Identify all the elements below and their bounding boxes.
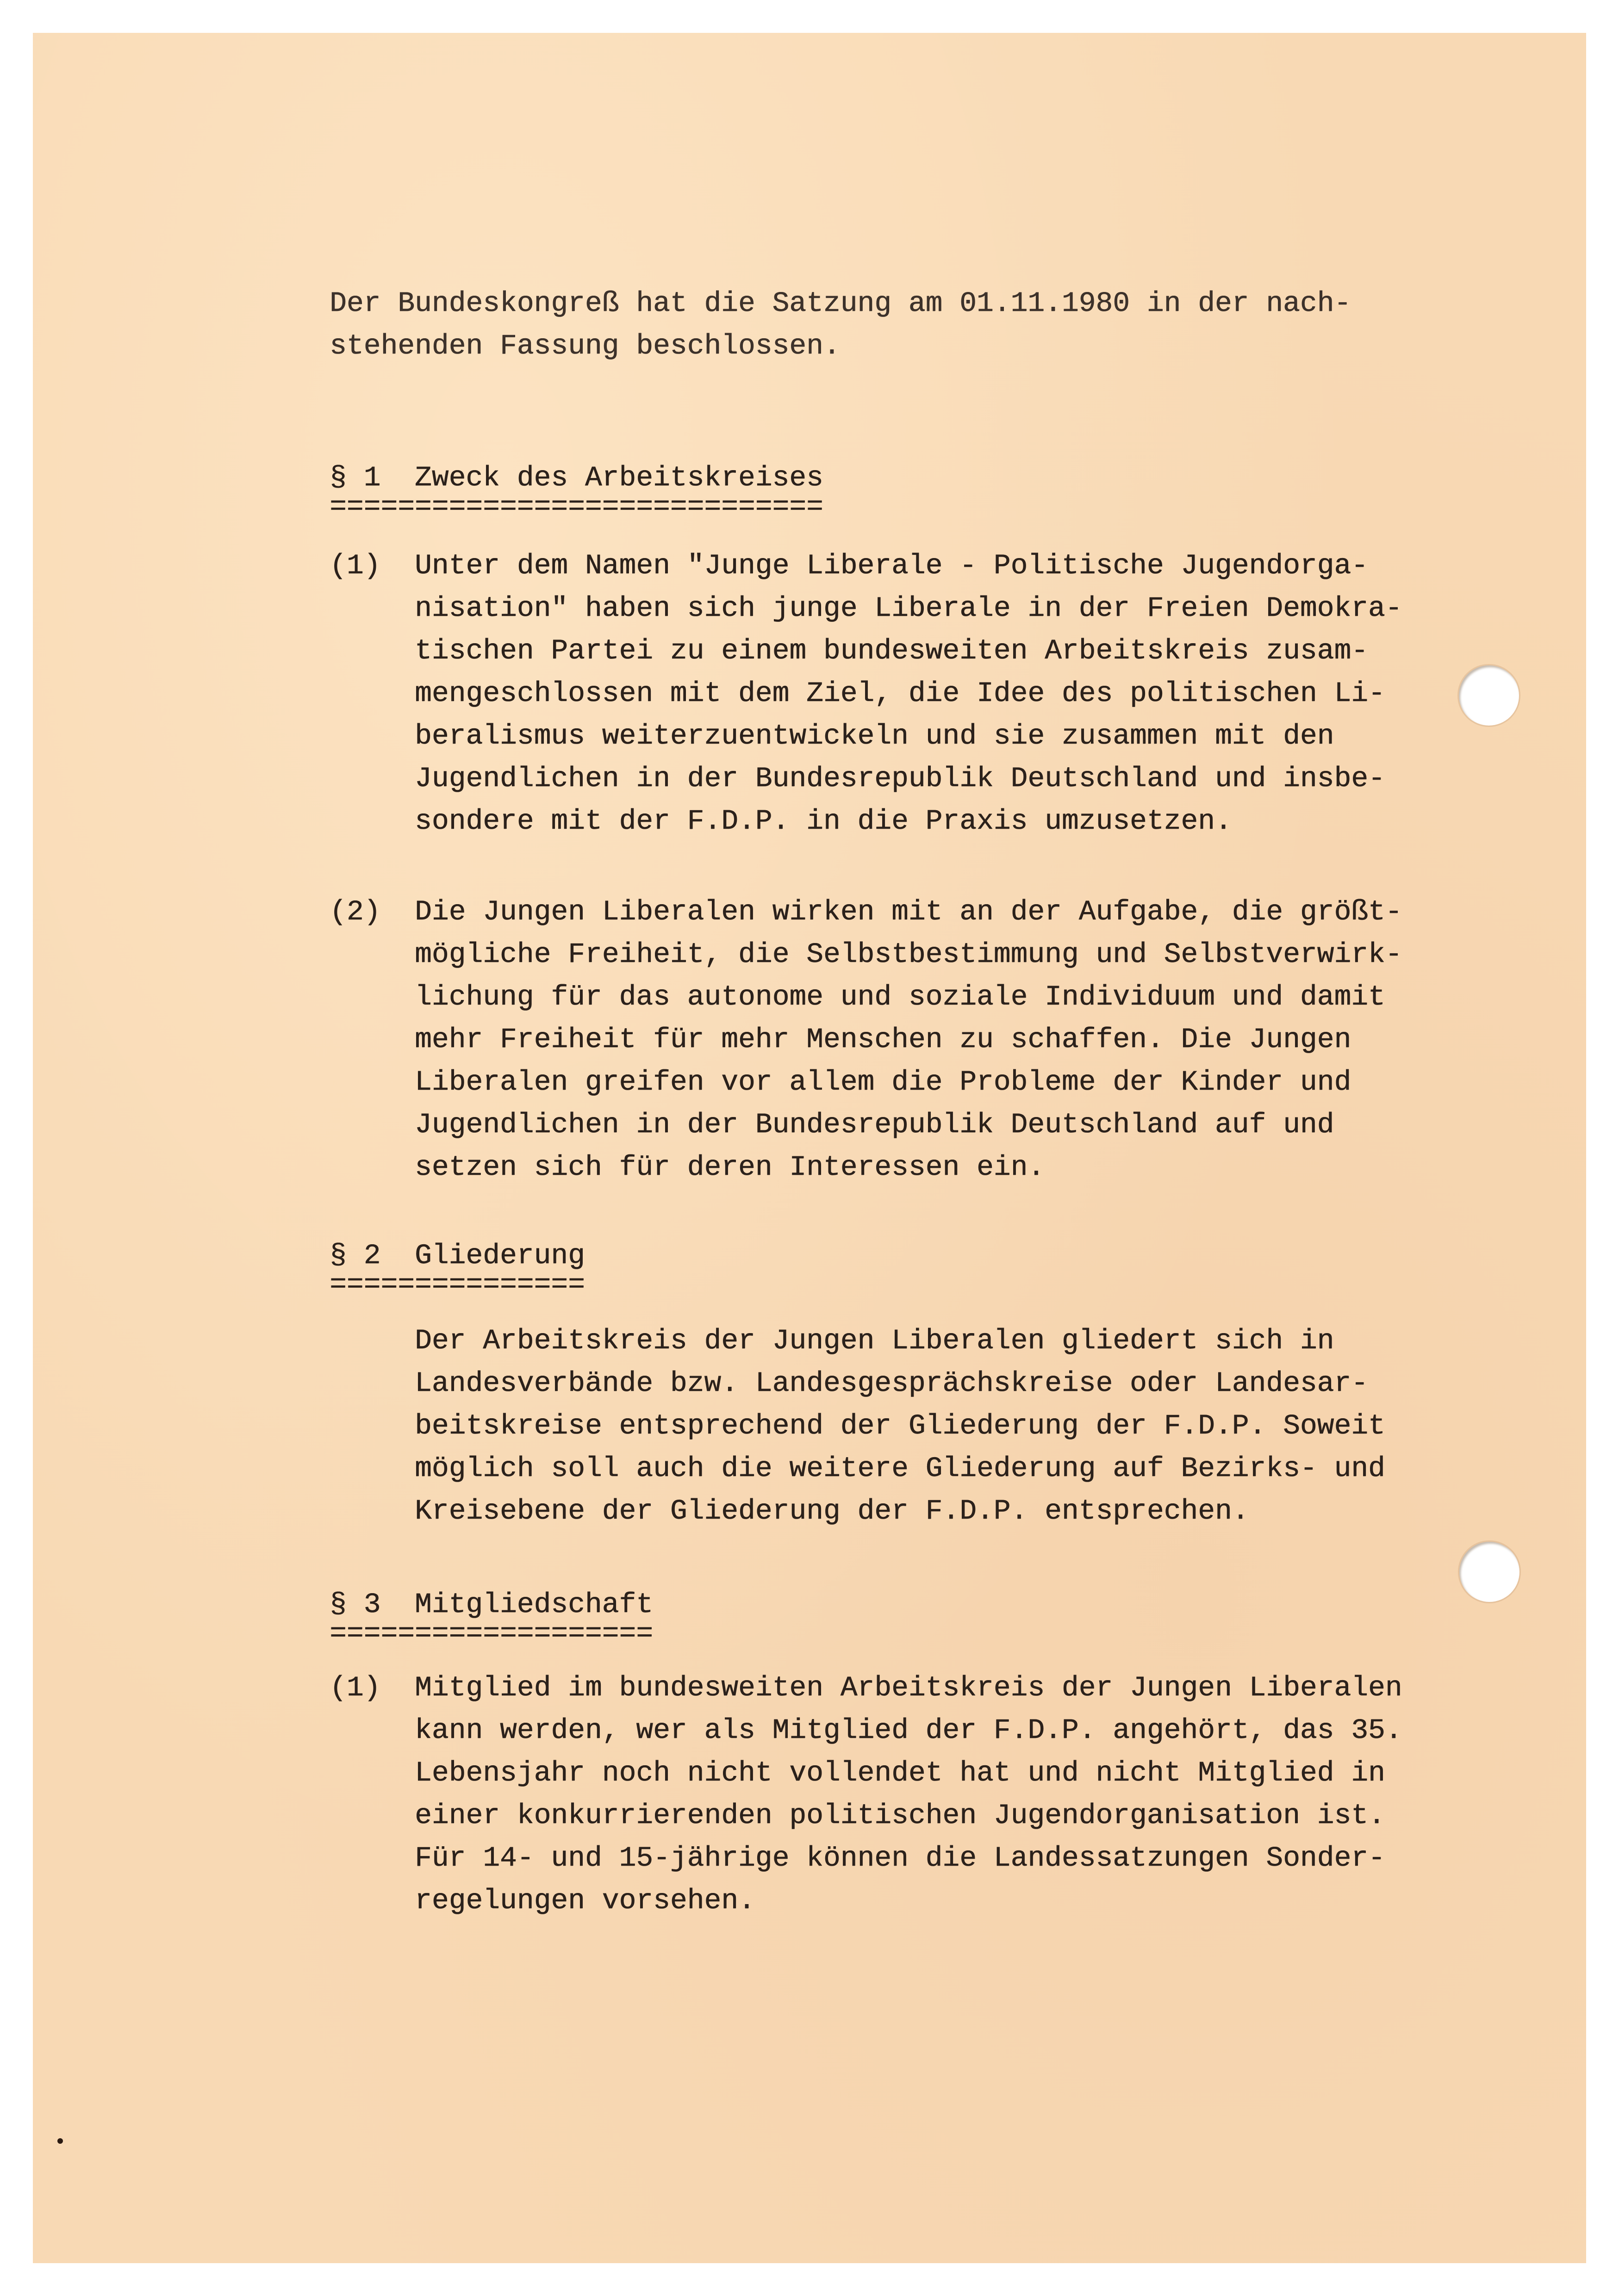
section-heading: § 3 Mitgliedschaft bbox=[330, 1589, 653, 1621]
paragraph-line: kann werden, wer als Mitglied der F.D.P. angehört, das 35. bbox=[415, 1715, 1402, 1747]
paragraph-line: Die Jungen Liberalen wirken mit an der Aufgabe, die größt- bbox=[415, 896, 1402, 928]
paragraph-line: Für 14- und 15-jährige können die Landessatzungen Sonder- bbox=[415, 1843, 1385, 1874]
paragraph-number: (2) bbox=[330, 896, 381, 928]
paragraph-line: Jugendlichen in der Bundesrepublik Deutschland und insbe- bbox=[415, 763, 1385, 795]
heading-underline: ============================= bbox=[330, 491, 823, 523]
paragraph-line: mögliche Freiheit, die Selbstbestimmung und Selbstverwirk- bbox=[415, 939, 1402, 971]
paragraph-line: nisation" haben sich junge Liberale in der Freien Demokra- bbox=[415, 593, 1402, 625]
paragraph-line: möglich soll auch die weitere Gliederung auf Bezirks- und bbox=[415, 1453, 1385, 1485]
paragraph-line: Jugendlichen in der Bundesrepublik Deutschland auf und bbox=[415, 1109, 1334, 1141]
intro-line: stehenden Fassung beschlossen. bbox=[330, 330, 841, 362]
paragraph-number: (1) bbox=[330, 1672, 381, 1704]
paragraph-line: Liberalen greifen vor allem die Probleme der Kinder und bbox=[415, 1067, 1351, 1098]
paragraph-line: Kreisebene der Gliederung der F.D.P. entsprechen. bbox=[415, 1496, 1249, 1527]
ink-speck bbox=[57, 2138, 63, 2144]
paragraph-line: beitskreise entsprechend der Gliederung der F.D.P. Soweit bbox=[415, 1410, 1385, 1442]
paragraph-line: Unter dem Namen "Junge Liberale - Politische Jugendorga- bbox=[415, 550, 1368, 582]
paragraph-line: mehr Freiheit für mehr Menschen zu schaffen. Die Jungen bbox=[415, 1024, 1351, 1056]
section-heading: § 1 Zweck des Arbeitskreises bbox=[330, 462, 823, 494]
punch-hole-top bbox=[1459, 665, 1519, 726]
paper-sheet bbox=[33, 33, 1586, 2263]
paragraph-line: Mitglied im bundesweiten Arbeitskreis der Jungen Liberalen bbox=[415, 1672, 1402, 1704]
paragraph-line: Der Arbeitskreis der Jungen Liberalen gliedert sich in bbox=[415, 1325, 1334, 1357]
paragraph-line: einer konkurrierenden politischen Jugendorganisation ist. bbox=[415, 1800, 1385, 1832]
section-heading: § 2 Gliederung bbox=[330, 1240, 585, 1272]
paragraph-line: mengeschlossen mit dem Ziel, die Idee des politischen Li- bbox=[415, 678, 1385, 710]
paragraph-line: setzen sich für deren Interessen ein. bbox=[415, 1152, 1045, 1184]
paragraph-line: tischen Partei zu einem bundesweiten Arbeitskreis zusam- bbox=[415, 635, 1368, 667]
paragraph-line: sondere mit der F.D.P. in die Praxis umzusetzen. bbox=[415, 806, 1232, 838]
paragraph-line: lichung für das autonome und soziale Individuum und damit bbox=[415, 981, 1385, 1013]
paragraph-line: Lebensjahr noch nicht vollendet hat und nicht Mitglied in bbox=[415, 1757, 1385, 1789]
paragraph-line: Landesverbände bzw. Landesgesprächskreise oder Landesar- bbox=[415, 1368, 1368, 1400]
intro-line: Der Bundeskongreß hat die Satzung am 01.11.1980 in der nach- bbox=[330, 288, 1351, 320]
paragraph-line: regelungen vorsehen. bbox=[415, 1885, 755, 1917]
paragraph-line: beralismus weiterzuentwickeln und sie zusammen mit den bbox=[415, 720, 1334, 752]
punch-hole-bottom bbox=[1459, 1542, 1519, 1602]
heading-underline: =============== bbox=[330, 1269, 585, 1301]
paragraph-number: (1) bbox=[330, 550, 381, 582]
heading-underline: =================== bbox=[330, 1618, 653, 1650]
